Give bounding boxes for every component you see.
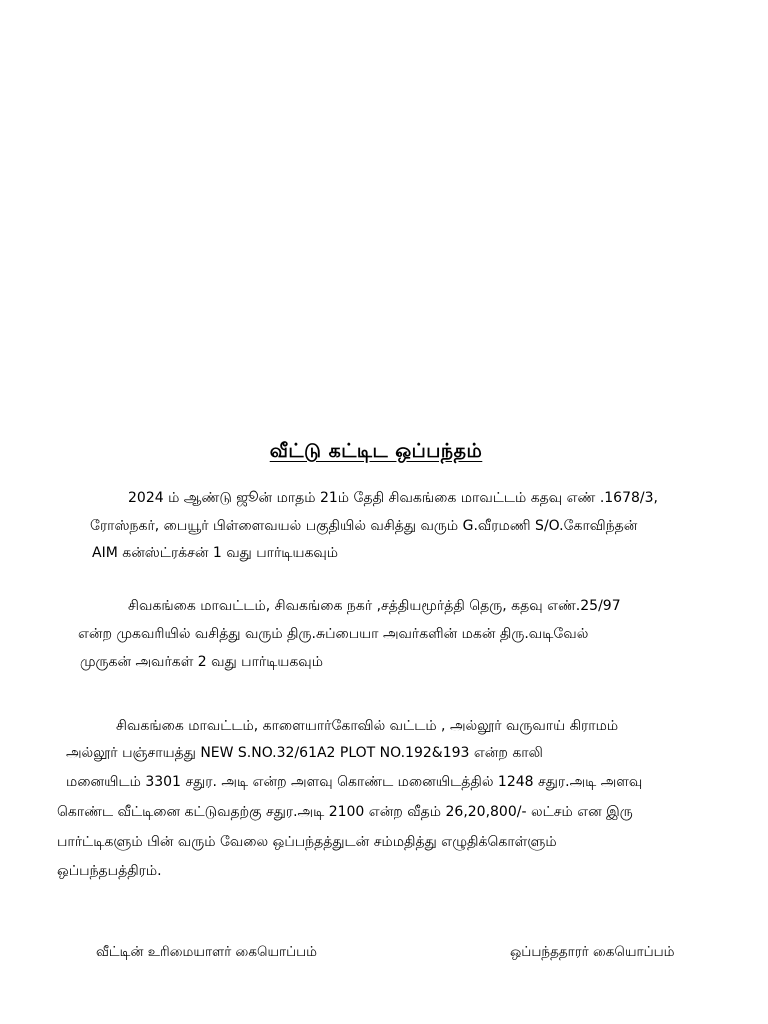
paragraph-2-line-3: முருகன் அவர்கள் 2 வது பார்டியகவும்	[80, 654, 323, 670]
paragraph-3-line-3: மனையிடம் 3301 சதுர. அடி என்ற அளவு கொண்ட மனையிடத்தில் 1248 சதுர.அடி அளவு	[66, 774, 643, 790]
paragraph-1-line-2: ரோஸ்நகர், பையூர் பிள்ளைவயல் பகுதியில் வசித்து வரும் G.வீரமணி S/O.கோவிந்தன்	[90, 518, 638, 534]
paragraph-1-line-3: AIM கன்ஸ்ட்ரக்சன் 1 வது பார்டியகவும்	[92, 545, 339, 561]
paragraph-2-line-2: என்ற முகவரியில் வசித்து வரும் திரு.சுப்பையா அவர்களின் மகன் திரு.வடிவேல்	[78, 626, 589, 642]
paragraph-3-line-2: அல்லூர் பஞ்சாயத்து NEW S.NO.32/61A2 PLOT NO.192&193 என்ற காலி	[66, 745, 543, 761]
paragraph-2-line-1: சிவகங்கை மாவட்டம், சிவகங்கை நகர் ,சத்தியமூர்த்தி தெரு, கதவு எண்.25/97	[128, 598, 621, 614]
contractor-signature-label: ஒப்பந்ததாரர் கையொப்பம்	[510, 944, 675, 960]
owner-signature-label: வீட்டின் உரிமையாளர் கையொப்பம்	[96, 944, 318, 960]
paragraph-1-line-1: 2024 ம் ஆண்டு ஜூன் மாதம் 21ம் தேதி சிவகங்கை மாவட்டம் கதவு எண் .1678/3,	[128, 490, 658, 506]
document-title: வீட்டு கட்டிட ஒப்பந்தம்	[269, 440, 483, 462]
paragraph-3-line-5: பார்ட்டிகளும் பின் வரும் வேலை ஒப்பந்தத்துடன் சம்மதித்து எழுதிக்கொள்ளும்	[57, 834, 557, 850]
paragraph-3-line-6: ஒப்பந்தபத்திரம்.	[57, 863, 162, 879]
paragraph-3-line-1: சிவகங்கை மாவட்டம், காளையார்கோவில் வட்டம் , அல்லூர் வருவாய் கிராமம்	[116, 718, 619, 734]
paragraph-3-line-4: கொண்ட வீட்டினை கட்டுவதற்கு சதுர.அடி 2100 என்ற வீதம் 26,20,800/- லட்சம் என இரு	[57, 804, 633, 820]
